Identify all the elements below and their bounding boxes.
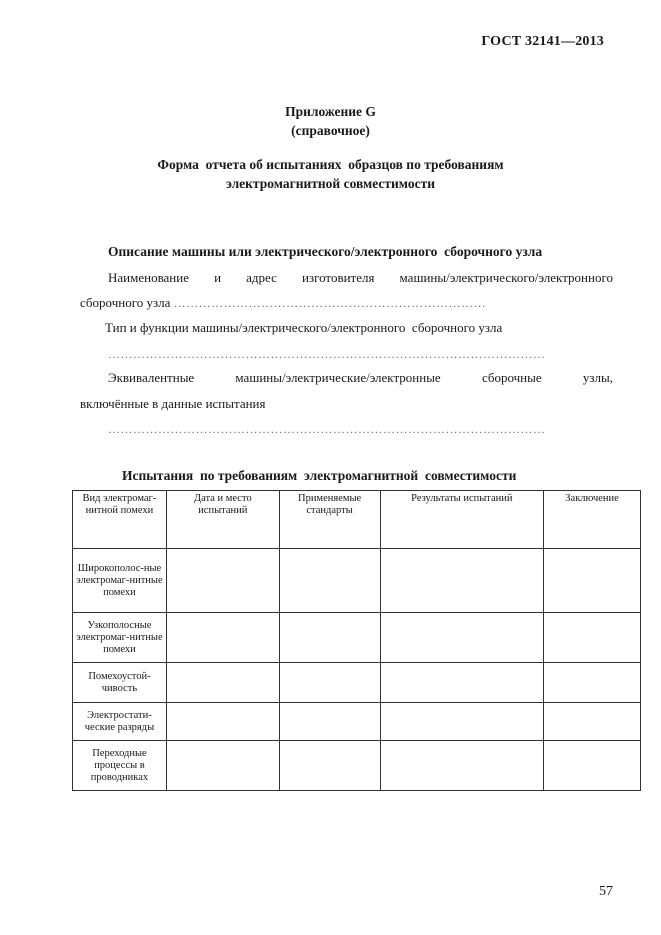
table-cell bbox=[166, 741, 279, 791]
table-cell bbox=[380, 549, 544, 613]
row-label: Помехоустой-чивость bbox=[73, 663, 167, 703]
table-cell bbox=[166, 549, 279, 613]
table-header-row bbox=[73, 491, 641, 549]
fill-dots: ………………………………………………………………… bbox=[173, 296, 487, 310]
column-header: Применяемые стандарты bbox=[279, 491, 380, 549]
assembly-label: сборочного узла bbox=[80, 295, 171, 310]
table-cell bbox=[166, 703, 279, 741]
table-row bbox=[73, 741, 641, 791]
table-cell bbox=[544, 549, 641, 613]
type-functions-line: Тип и функции машины/электрического/электронного сборочного узла bbox=[105, 320, 503, 335]
type-fill-dots: …………………………………………………………………………………………… bbox=[108, 347, 546, 361]
appendix-title: Приложение G bbox=[285, 104, 376, 119]
page-number: 57 bbox=[599, 884, 613, 899]
table-cell bbox=[380, 741, 544, 791]
word: Эквивалентные bbox=[108, 370, 195, 385]
column-header: Заключение bbox=[544, 491, 641, 549]
row-label: Широкополос-ные электромаг-нитные помехи bbox=[73, 549, 167, 613]
table-cell bbox=[279, 549, 380, 613]
table-cell bbox=[380, 613, 544, 663]
word: машины/электрического/электронного bbox=[399, 270, 613, 285]
table-row bbox=[73, 613, 641, 663]
standard-number: ГОСТ 32141—2013 bbox=[481, 34, 604, 49]
table-cell bbox=[166, 663, 279, 703]
table-cell bbox=[279, 663, 380, 703]
equivalent-line2: включённые в данные испытания bbox=[80, 396, 266, 411]
table-row bbox=[73, 663, 641, 703]
table-cell bbox=[544, 703, 641, 741]
table-cell bbox=[544, 741, 641, 791]
word: и bbox=[214, 270, 222, 285]
table-cell bbox=[166, 613, 279, 663]
form-title-line2: электромагнитной совместимости bbox=[226, 176, 435, 191]
table-cell bbox=[380, 663, 544, 703]
equivalent-line bbox=[108, 370, 613, 386]
column-header: Вид электромаг-нитной помехи bbox=[73, 491, 167, 549]
word: адрес bbox=[246, 270, 277, 285]
tests-heading: Испытания по требованиям электромагнитной совместимости bbox=[122, 468, 517, 483]
table-row bbox=[73, 549, 641, 613]
word: машины/электрические/электронные bbox=[235, 370, 441, 385]
table-row bbox=[73, 703, 641, 741]
description-heading: Описание машины или электрического/электронного сборочного узла bbox=[108, 244, 543, 259]
word: изготовителя bbox=[302, 270, 375, 285]
word: сборочные bbox=[481, 370, 542, 385]
manufacturer-line2 bbox=[80, 295, 486, 311]
appendix-subtitle: (справочное) bbox=[291, 123, 370, 138]
row-label: Узкополосные электромаг-нитные помехи bbox=[73, 613, 167, 663]
emc-tests-table bbox=[72, 490, 641, 791]
table-cell bbox=[279, 741, 380, 791]
table-cell bbox=[544, 663, 641, 703]
table-cell bbox=[380, 703, 544, 741]
column-header: Результаты испытаний bbox=[380, 491, 544, 549]
manufacturer-line bbox=[108, 270, 613, 286]
table-cell bbox=[279, 703, 380, 741]
form-title-line1: Форма отчета об испытаниях образцов по требованиям bbox=[157, 157, 504, 172]
row-label: Электростати-ческие разряды bbox=[73, 703, 167, 741]
row-label: Переходные процессы в проводниках bbox=[73, 741, 167, 791]
equivalent-fill-dots: …………………………………………………………………………………………… bbox=[108, 422, 546, 436]
word: Наименование bbox=[108, 270, 189, 285]
column-header: Дата и место испытаний bbox=[166, 491, 279, 549]
word: узлы, bbox=[582, 370, 613, 385]
table-cell bbox=[279, 613, 380, 663]
table-cell bbox=[544, 613, 641, 663]
